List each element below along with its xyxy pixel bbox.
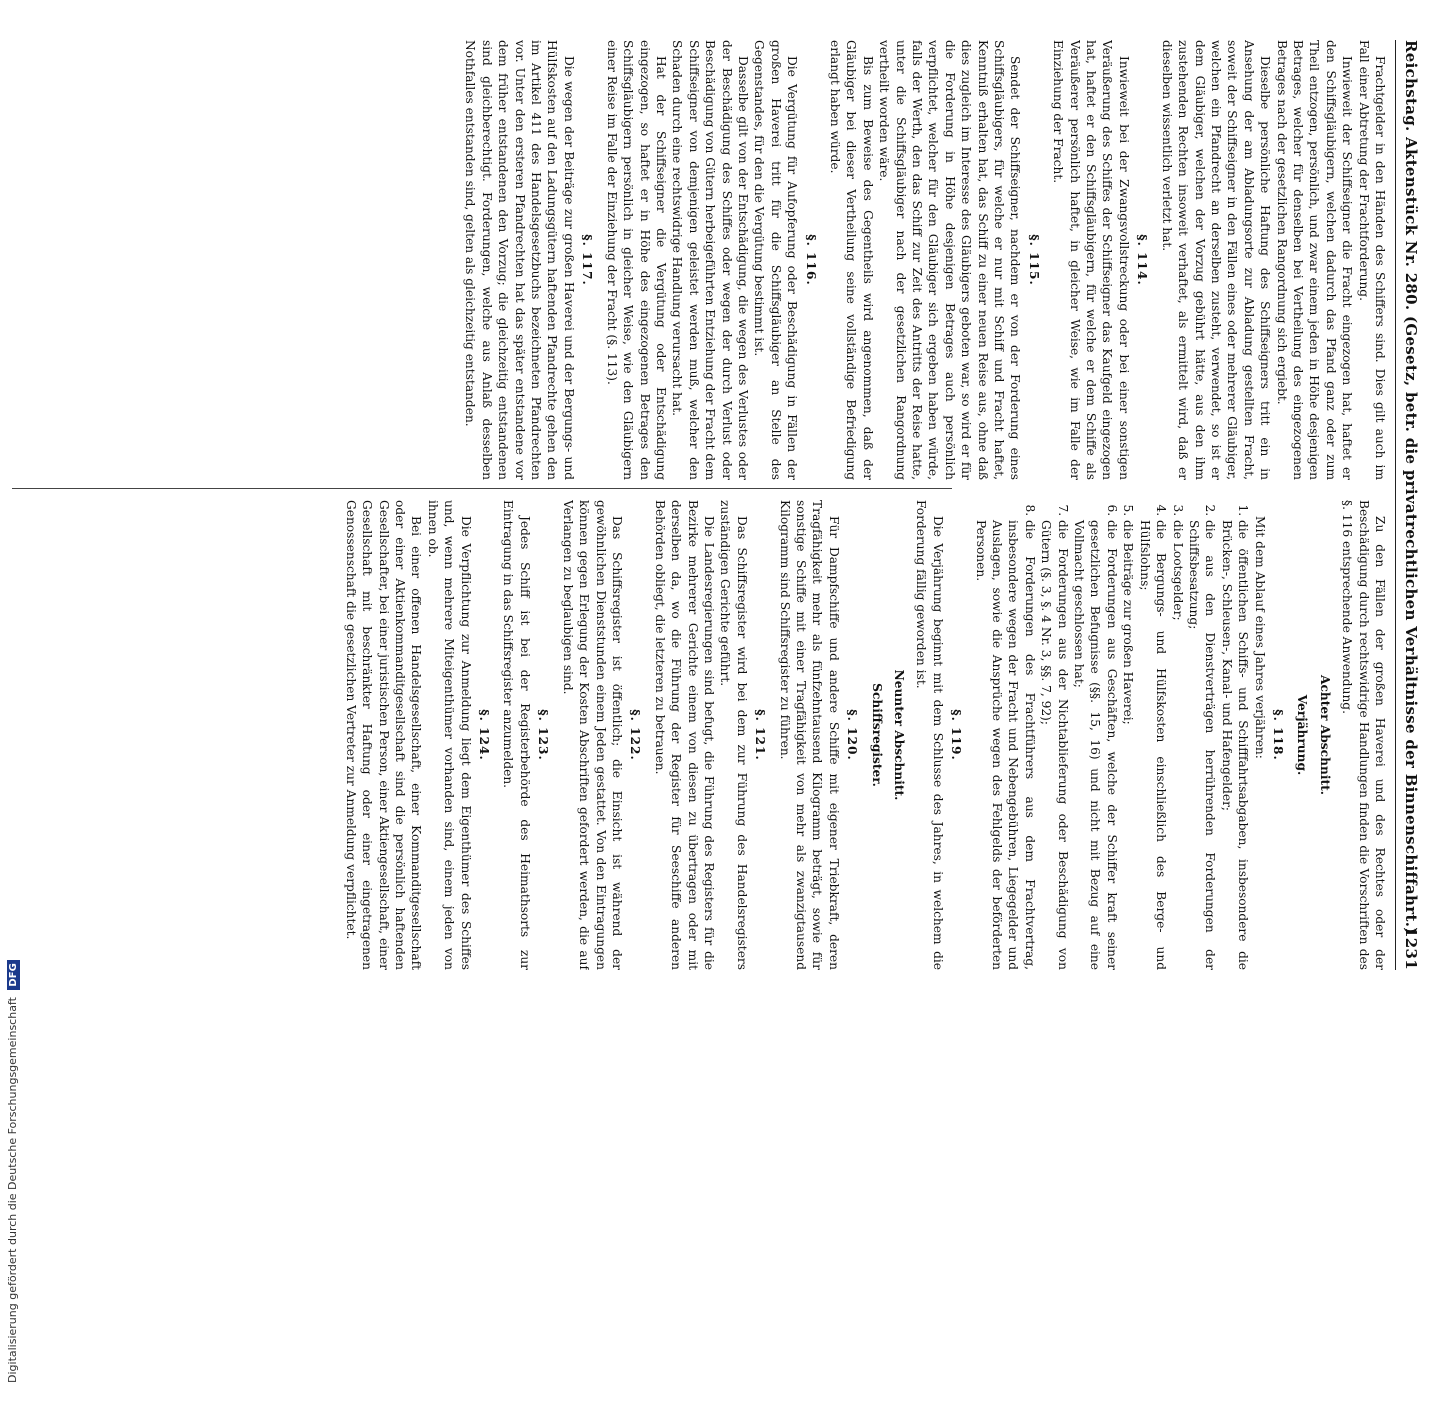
right-column <box>13 500 1388 970</box>
list-item: 3. die Lootsgelder; <box>1169 520 1185 970</box>
paragraph: Zu den Fällen der großen Haverei und des Rechtes oder der Beschädigung durch rechtswidrige Handlungen finden die Vorschriften des §. 116 entsprechende Anwendung. <box>1340 500 1387 970</box>
paragraph: Dasselbe gilt von der Entschädigung, die wegen des Verlustes oder der Beschädigung des Schiffes oder wegen der durch Verlust oder Beschädigung von Gütern herbeigeführten Entziehung der Fracht dem Schiffseigner von demjenigen geleistet werden muß, welcher den Schaden durch eine rechtswidrige Handlung verursacht hat. <box>670 40 750 480</box>
list-item: 6. die Forderungen aus Geschäften, welche der Schiffer kraft seiner gesetzlichen Befugnisse (§§. 15, 16) und nicht mit Bezug auf eine Vollmacht geschlossen hat; <box>1071 520 1120 970</box>
section-heading: §. 118. <box>1270 709 1285 761</box>
section-heading: §. 124. <box>477 709 492 761</box>
paragraph: Bei einer offenen Handelsgesellschaft, einer Kommanditgesellschaft oder einer Aktienkommanditgesellschaft sind die persönlich haftenden Gesellschafter, bei einer juristischen Person, einer Aktiengesellschaft, einer Gesellschaft mit beschränkter Haftung oder einer eingetragenen Genossenschaft die gesetzlichen Vertreter zur Anmeldung verpflichtet. <box>343 500 424 970</box>
right-column-sheet <box>0 500 1432 980</box>
section-heading: §. 117. <box>580 234 595 286</box>
paragraph: Mit dem Ablauf eines Jahres verjähren: <box>1252 516 1267 759</box>
paragraph: Die Verpflichtung zur Anmeldung liegt dem Eigenthümer des Schiffes und, wenn mehrere Miteigenthümer vorhanden sind, einem jeden von ihnen ob. <box>425 500 473 970</box>
paragraph: Frachtgelder in den Händen des Schiffers sind. Dies gilt auch im Fall einer Abtretung der Frachtforderung. <box>1356 40 1387 480</box>
paragraph: Inwieweit bei der Zwangsvollstreckung oder bei einer sonstigen Veräußerung des Schiffes der Schiffseigner das Kaufgeld eingezogen hat, haftet er den Schiffsgläubigern, für welche er dem Schiffe als Veräußerer persönlich haftet, in gleicher Weise, wie im Falle der Einziehung der Fracht. <box>1051 40 1131 480</box>
left-column-sheet <box>0 0 1432 480</box>
section-heading: §. 115. <box>1026 234 1041 286</box>
dfg-credit-text: Digitalisierung gefördert durch die Deutsche Forschungsgemeinschaft <box>6 997 19 1383</box>
paragraph: Inwieweit der Schiffseigner die Fracht eingezogen hat, haftet er den Schiffsgläubigern, welchen dadurch das Pfand ganz oder zum Theil entzogen, persönlich, und zwar einem jeden in Höhe desjenigen Betrages, welcher für denselben bei Vertheilung des eingezogenen Betrages nach der gesetzlichen Rangordnung sich ergiebt. <box>1274 40 1355 480</box>
column-divider <box>12 488 952 489</box>
section-heading: §. 116. <box>803 234 818 286</box>
list-item: 4. die Bergungs- und Hülfskosten einschließlich des Berge- und Hülfslohns; <box>1136 520 1169 970</box>
section-heading: §. 120. <box>845 709 860 761</box>
dfg-logo-icon: DFG <box>7 960 20 989</box>
section-heading: §. 122. <box>628 709 643 761</box>
paragraph: Für Dampfschiffe und andere Schiffe mit eigener Triebkraft, deren Tragfähigkeit mehr als fünfzehntausend Kilogramm beträgt, sowie für sonstige Schiffe mit einer Tragfähigkeit von mehr als zwanzigtausend Kilogramm sind Schiffsregister zu führen. <box>777 500 841 970</box>
digitization-footer <box>0 403 26 1403</box>
paragraph: Bis zum Beweise des Gegentheils wird angenommen, daß der Gläubiger bei dieser Vertheilung seine vollständige Befriedigung erlangt haben würde. <box>828 40 875 480</box>
running-head: Reichstag. Aktenstück Nr. 280. (Gesetz, betr. die privatrechtlichen Verhältnisse der Binnenschiffahrt.) <box>1402 40 1420 935</box>
chapter-title: Achter Abschnitt. <box>1317 675 1332 795</box>
paragraph: Das Schiffsregister wird bei dem zur Führung des Handelsregisters zuständigen Gerichte geführt. <box>718 500 749 970</box>
left-column <box>13 40 1388 480</box>
paragraph: Dieselbe persönliche Haftung des Schiffseigners tritt ein in Ansehung der am Abladungsorte zur Abladung gestellten Fracht, soweit der Schiffseigner in den Fällen eines oder mehrerer Gläubiger, welchen ein Pfandrecht an derselben zusteht, verwendet, so ist er dem Gläubiger, welchen der Vorzug gebührt hätte, aus den ihm zustehenden Rechten insoweit verhaftet, als ermittelt wird, daß er dieselben wissentlich verletzt hat. <box>1159 40 1273 480</box>
paragraph: Die Verjährung beginnt mit dem Schlusse des Jahres, in welchem die Forderung fällig geworden ist. <box>914 500 945 970</box>
paragraph: Das Schiffsregister ist öffentlich; die Einsicht ist während der gewöhnlichen Dienststunden einem Jeden gestattet. Von den Eintragungen können gegen Erlegung der Kosten Abschriften gefordert werden, die auf Verlangen zu beglaubigen sind. <box>560 500 624 970</box>
chapter-title: Neunter Abschnitt. <box>892 669 907 801</box>
page-number: 1231 <box>1402 927 1420 970</box>
paragraph: Die wegen der Beiträge zur großen Haverei und der Bergungs- und Hülfskosten auf den Ladungsgütern haftenden Pfandrechte gehen den im Artikel 411 des Handelsgesetzbuchs bezeichneten Pfandrechten vor. Unter den ersteren Pfandrechten hat das später entstandene vor dem früher entstandenen den Vorzug; die gleichzeitig entstandenen sind gleichberechtigt. Forderungen, welche aus Anlaß desselben Nothfalles entstanden sind, gelten als gleichzeitig entstanden. <box>463 40 576 480</box>
paragraph: Die Vergütung für Aufopferung oder Beschädigung in Fällen der großen Haverei tritt für die Schiffsgläubiger an Stelle des Gegenstandes, für den die Vergütung bestimmt ist. <box>752 40 800 480</box>
paragraph: Die Landesregierungen sind befugt, die Führung des Registers für die Bezirke mehrerer Gerichte einem von diesen zu übertragen oder mit derselben da, wo die Führung der Register für Seeschiffe anderen Behörden obliegt, die letzteren zu betrauen. <box>652 500 716 970</box>
chapter-subtitle: Schiffsregister. <box>869 683 884 787</box>
section-heading: §. 123. <box>536 709 551 761</box>
list-item: 7. die Forderungen aus der Nichtablieferung oder Beschädigung von Gütern (§. 3, §. 4 Nr. 3, §§. 7, 92); <box>1038 520 1071 970</box>
paragraph: Jedes Schiff ist bei der Registerbehörde des Heimathsorts zur Eintragung in das Schiffsregister anzumelden. <box>501 500 532 970</box>
chapter-subtitle: Verjährung. <box>1295 694 1310 776</box>
numbered-list <box>972 500 1251 970</box>
section-heading: §. 121. <box>753 709 768 761</box>
list-item: 2. die aus den Dienstverträgen herrührenden Forderungen der Schiffsbesatzung; <box>1186 520 1219 970</box>
section-heading: §. 114. <box>1135 234 1150 286</box>
paragraph: Hat der Schiffseigner die Vergütung oder Entschädigung eingezogen, so haftet er in Höhe des eingezogenen Betrages den Schiffsgläubigern persönlich in gleicher Weise, wie den Gläubigern einer Reise im Falle der Einziehung der Fracht (§. 113). <box>604 40 668 480</box>
section-heading: §. 119. <box>949 709 964 761</box>
list-item: 1. die öffentlichen Schiffs- und Schifffahrtsabgaben, insbesondere die Brücken-, Schleusen-, Kanal- und Hafengelder; <box>1218 520 1251 970</box>
dfg-credit <box>0 403 26 1403</box>
list-item: 5. die Beiträge zur großen Haverei; <box>1120 520 1136 970</box>
paragraph: Sendet der Schiffseigner, nachdem er von der Forderung eines Schiffsgläubigers, für welche er nur mit Schiff und Fracht haftet, Kenntniß erhalten hat, das Schiff zu einer neuen Reise aus, ohne daß dies zugleich im Interesse des Gläubigers geboten war, so wird er für die Forderung in Höhe desjenigen Betrages auch persönlich verpflichtet, welcher für den Gläubiger sich ergeben haben würde, falls der Werth, den das Schiff zur Zeit des Antritts der Reise hatte, unter die Schiffsgläubiger nach der gesetzlichen Rangordnung vertheilt worden wäre. <box>877 40 1023 480</box>
list-item: 8. die Forderungen des Frachtführers aus dem Frachtvertrag, insbesondere wegen der Fracht und Nebengebühren, Liegegelder und Auslagen, sowie die Ansprüche wegen des Fehlgelds der beförderten Personen. <box>972 520 1038 970</box>
